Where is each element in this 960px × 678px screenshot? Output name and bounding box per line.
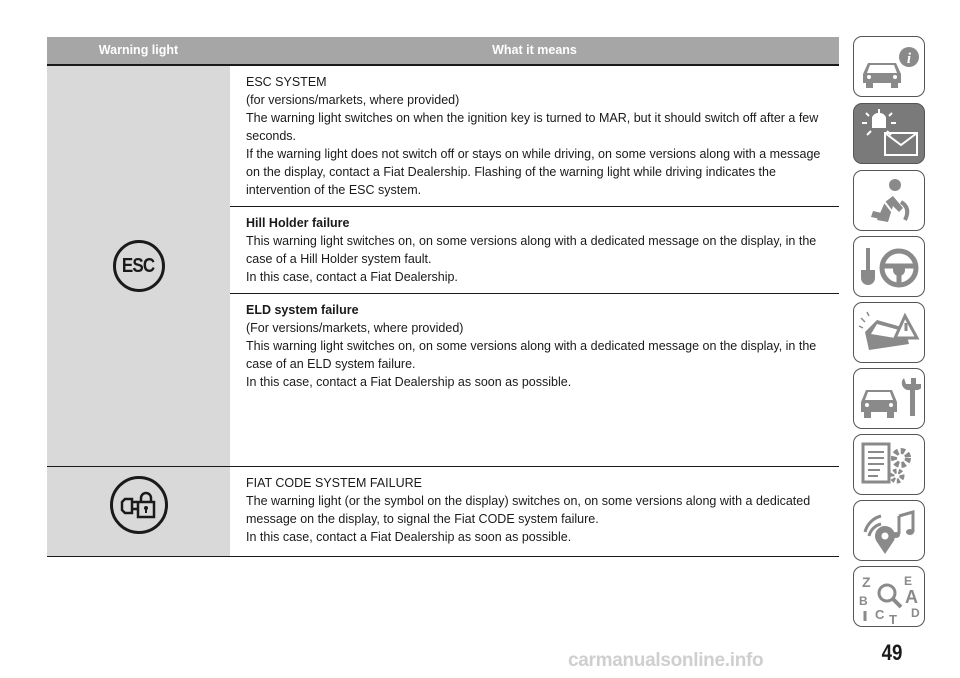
fiat-code-key-lock-icon (110, 476, 168, 534)
tab-multimedia[interactable] (853, 500, 925, 561)
entry-line: The warning light switches on when the ignition key is turned to MAR, but it should switch off after a few seconds. (246, 111, 819, 143)
entry-line: The warning light (or the symbol on the display) switches on, on some versions along with a dedicated message on the display, to signal the Fiat CODE system failure. (246, 494, 811, 526)
warning-light-message-icon (857, 109, 921, 159)
table-row (47, 66, 839, 467)
index-letter: B (859, 593, 868, 608)
seat-safety-icon (857, 176, 921, 226)
index-letter: A (905, 586, 918, 607)
car-breakdown-icon (857, 308, 921, 358)
car-wrench-icon (857, 374, 921, 424)
key-steering-wheel-icon (857, 242, 921, 292)
meaning-column (230, 66, 839, 466)
key-lock-icon (119, 489, 159, 521)
table-header (47, 37, 839, 66)
specs-gear-icon (857, 440, 921, 490)
entry-line: This warning light switches on, on some versions along with a dedicated message on the display, in the case of a Hill Holder system fault. (246, 234, 817, 266)
icon-cell (47, 66, 230, 466)
entry-line: (for versions/markets, where provided) (246, 93, 460, 107)
tab-car-info[interactable] (853, 36, 925, 97)
entry-line: In this case, contact a Fiat Dealership as soon as possible. (246, 530, 572, 544)
index-search-icon (857, 569, 921, 625)
page-number: 49 (881, 640, 903, 665)
header-what-it-means: What it means (492, 43, 577, 57)
index-letter: C (875, 606, 885, 622)
meaning-column (230, 467, 839, 556)
entry-line: In this case, contact a Fiat Dealership. (246, 270, 458, 284)
multimedia-icon (857, 506, 921, 556)
tab-technical-data[interactable] (853, 434, 925, 495)
tab-safety[interactable] (853, 170, 925, 231)
index-letter: D (911, 605, 920, 620)
meaning-esc-system (230, 66, 839, 206)
meaning-hill-holder (230, 206, 839, 293)
entry-title: ESC SYSTEM (246, 75, 327, 89)
watermark-text: carmanualsonline.info (568, 650, 764, 671)
esc-icon-label: ESC (122, 254, 155, 277)
index-letter: T (889, 611, 897, 625)
tab-maintenance[interactable] (853, 368, 925, 429)
icon-cell (47, 467, 230, 556)
index-letter: E (904, 573, 913, 588)
car-info-icon (857, 44, 921, 90)
tab-starting-driving[interactable] (853, 236, 925, 297)
entry-line: If the warning light does not switch off or stays on while driving, on some versions along with a message on the display, contact a Fiat Dealership. Flashing of the warning light while driving indicates the intervention of the ESC system. (246, 147, 821, 197)
tab-warning-lights[interactable] (853, 103, 925, 164)
entry-title: Hill Holder failure (246, 216, 350, 230)
entry-title: FIAT CODE SYSTEM FAILURE (246, 476, 422, 490)
tab-index[interactable] (853, 566, 925, 627)
svg-text:i: i (906, 50, 912, 67)
entry-line: (For versions/markets, where provided) (246, 321, 464, 335)
meaning-eld-system (230, 293, 839, 398)
warning-lights-table (47, 37, 839, 557)
table-row (47, 467, 839, 557)
meaning-fiat-code (230, 467, 839, 556)
entry-line: This warning light switches on, on some versions along with a dedicated message on the display, in the case of an ELD system failure. (246, 339, 817, 371)
header-warning-light: Warning light (98, 43, 179, 57)
tab-emergency[interactable] (853, 302, 925, 363)
index-letter: Z (862, 573, 871, 590)
entry-title: ELD system failure (246, 303, 359, 317)
entry-line: In this case, contact a Fiat Dealership as soon as possible. (246, 375, 572, 389)
esc-warning-icon (113, 240, 165, 292)
